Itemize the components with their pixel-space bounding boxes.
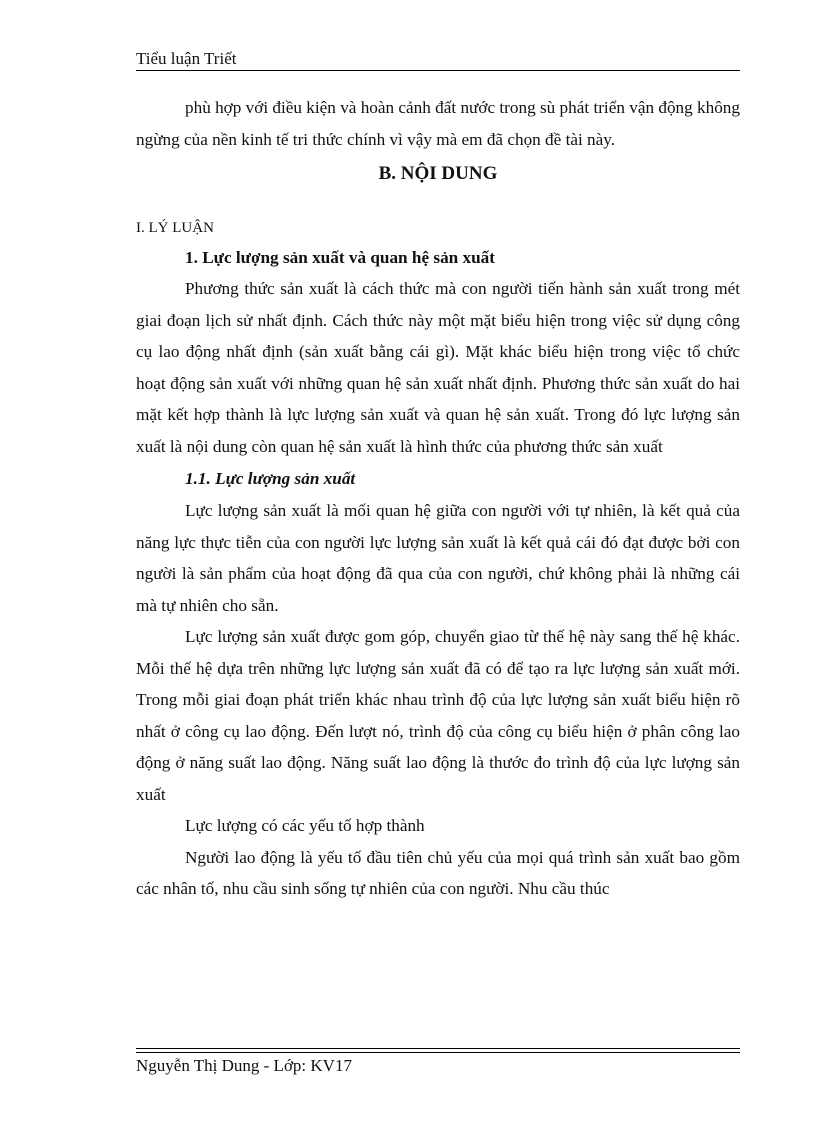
footer-rule-top	[136, 1048, 740, 1049]
heading-1-1: 1.1. Lực lượng sản xuất	[185, 469, 356, 488]
paragraph-4: Lực lượng có các yếu tố hợp thành	[185, 816, 425, 835]
paragraph-2: Lực lượng sản xuất là mối quan hệ giữa con người với tự nhiên, là kết quả của năng lực thực tiễn của con người lực lượng sản xuất là kết quả cái đó đạt được bởi con người là sản phẩm của hoạt động đã qua của con người, chứ không phải là những cái mà tự nhiên cho sẵn.	[136, 501, 740, 615]
footer-rule-bottom	[136, 1052, 740, 1053]
part-heading: I. LÝ LUẬN	[136, 220, 214, 236]
header-rule	[136, 70, 740, 71]
intro-paragraph: phù hợp với điều kiện và hoàn cảnh đất nước trong sù phát triển vận động không ngừng của nền kinh tế tri thức chính vì vậy mà em đã chọn đề tài này.	[136, 98, 740, 149]
document-body	[136, 92, 740, 905]
heading-1: 1. Lực lượng sản xuất và quan hệ sản xuất	[185, 248, 495, 267]
paragraph-1: Phương thức sản xuất là cách thức mà con người tiến hành sản xuất trong mét giai đoạn lịch sử nhất định. Cách thức này một mặt biểu hiện trong việc sử dụng công cụ lao động nhất định (sản xuất bằng cái gì). Mặt khác biểu hiện trong việc tổ chức hoạt động sản xuất với những quan hệ sản xuất nhất định. Phương thức sản xuất do hai mặt kết hợp thành là lực lượng sản xuất và quan hệ sản xuất. Trong đó lực lượng sản xuất là nội dung còn quan hệ sản xuất là hình thức của phương thức sản xuất	[136, 279, 740, 456]
page-footer-author: Nguyễn Thị Dung - Lớp: KV17	[136, 1056, 352, 1075]
page-header-title: Tiểu luận Triết	[136, 49, 237, 68]
section-title: B. NỘI DUNG	[378, 163, 498, 184]
paragraph-5: Người lao động là yếu tố đầu tiên chủ yếu của mọi quá trình sản xuất bao gồm các nhân tố, nhu cầu sinh sống tự nhiên của con người. Nhu cầu thúc	[136, 847, 740, 898]
paragraph-3: Lực lượng sản xuất được gom góp, chuyển giao từ thế hệ này sang thế hệ khác. Mỗi thế hệ dựa trên những lực lượng sản xuất đã có để tạo ra lực lượng sản xuất mới. Trong mỗi giai đoạn phát triển khác nhau trình độ của lực lượng sản xuất biểu hiện rõ nhất ở công cụ lao động. Đến lượt nó, trình độ của công cụ biểu hiện ở phân công lao động ở năng suất lao động. Năng suất lao động là thước đo trình độ của lực lượng sản xuất	[136, 627, 740, 804]
